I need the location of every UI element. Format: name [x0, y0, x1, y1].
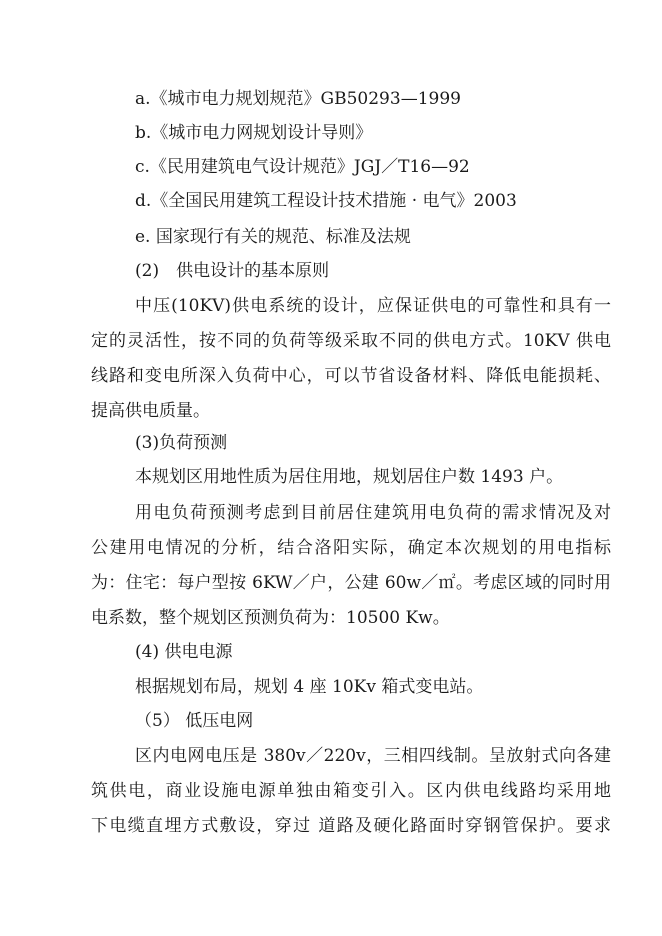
paragraph-line: 用电负荷预测考虑到目前居住建筑用电负荷的需求情况及对	[135, 503, 611, 523]
reference-c: c.《民用建筑电气设计规范》JGJ／T16—92	[135, 157, 470, 177]
reference-a: a.《城市电力规划规范》GB50293—1999	[135, 89, 461, 109]
section-4-heading: (4) 供电电源	[135, 642, 233, 662]
paragraph-line: 根据规划布局，规划 4 座 10Kv 箱式变电站。	[135, 677, 484, 697]
paragraph-line: 提高供电质量。	[91, 401, 210, 421]
section-5-heading: （5） 低压电网	[135, 711, 254, 731]
section-2-heading: (2) 供电设计的基本原则	[135, 261, 330, 281]
paragraph-line: 线路和变电所深入负荷中心，可以节省设备材料、降低电能损耗、	[91, 366, 611, 386]
paragraph-line: 定的灵活性，按不同的负荷等级采取不同的供电方式。10KV 供电	[91, 331, 611, 351]
paragraph-line: 电系数，整个规划区预测负荷为：10500 Kw。	[91, 608, 450, 628]
paragraph-line: 下电缆直埋方式敷设，穿过 道路及硬化路面时穿钢管保护。要求	[91, 816, 611, 836]
reference-d: d.《全国民用建筑工程设计技术措施 · 电气》2003	[135, 191, 517, 211]
paragraph-line: 区内电网电压是 380v／220v，三相四线制。呈放射式向各建	[135, 746, 611, 766]
reference-e: e. 国家现行有关的规范、标准及法规	[135, 227, 411, 247]
paragraph-line: 为：住宅：每户型按 6KW／户，公建 60w／㎡。考虑区域的同时用	[91, 573, 611, 593]
paragraph-line: 中压(10KV)供电系统的设计，应保证供电的可靠性和具有一	[135, 296, 611, 316]
reference-b: b.《城市电力网规划设计导则》	[135, 123, 373, 143]
paragraph-line: 本规划区用地性质为居住用地，规划居住户数 1493 户。	[135, 467, 564, 487]
paragraph-line: 筑供电，商业设施电源单独由箱变引入。区内供电线路均采用地	[91, 781, 611, 801]
section-3-heading: (3)负荷预测	[135, 433, 228, 453]
paragraph-line: 公建用电情况的分析，结合洛阳实际，确定本次规划的用电指标	[91, 538, 611, 558]
